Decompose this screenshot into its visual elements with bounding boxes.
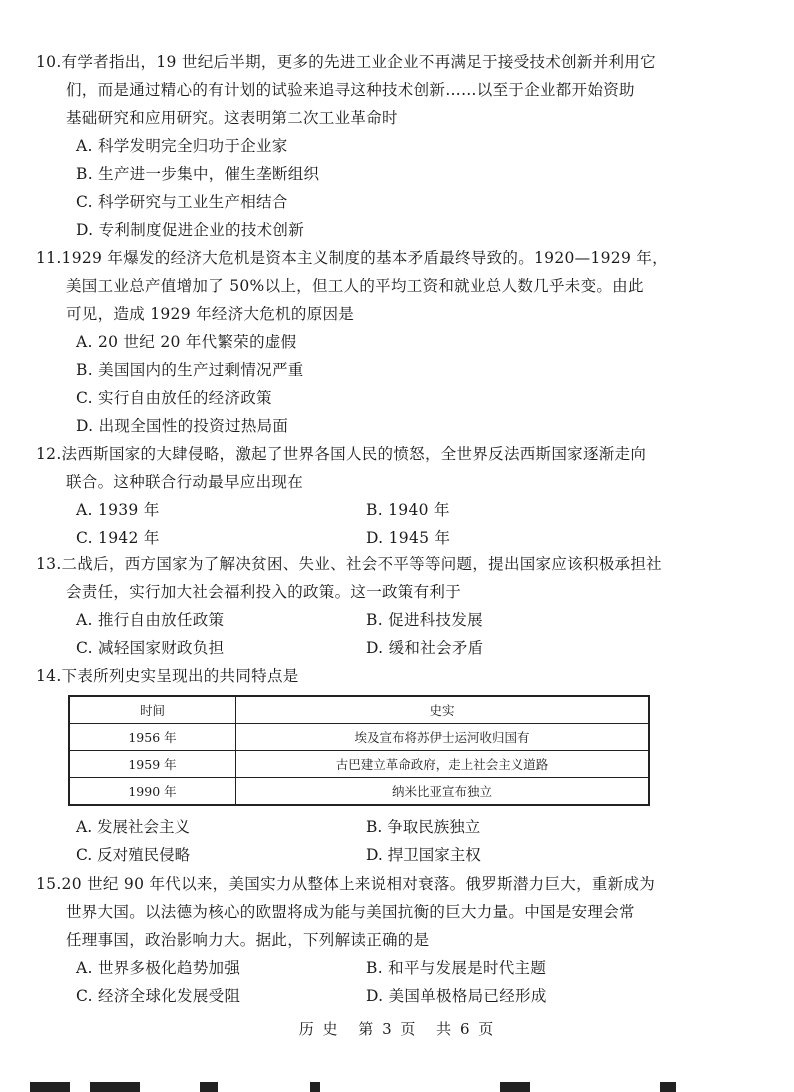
footer-page-number: 第 3 页 xyxy=(358,1020,418,1038)
question-14-options-row-2 xyxy=(36,841,656,869)
question-15-options-row-1 xyxy=(36,954,656,982)
question-12-option-c: C. 1942 年 xyxy=(76,529,160,547)
scan-artifact xyxy=(310,1082,320,1092)
question-13-option-a: A. 推行自由放任政策 xyxy=(76,611,225,629)
page-footer xyxy=(0,1018,794,1039)
question-14-option-c: C. 反对殖民侵略 xyxy=(76,846,191,864)
question-11-stem-line-1: 11.1929 年爆发的经济大危机是资本主义制度的基本矛盾最终导致的。1920—1929 年， xyxy=(36,249,668,267)
question-14-option-a: A. 发展社会主义 xyxy=(76,818,191,836)
question-13-option-c: C. 减轻国家财政负担 xyxy=(76,639,225,657)
question-11-stem-line-2: 美国工业总产值增加了 50%以上，但工人的平均工资和就业总人数几乎未变。由此 xyxy=(66,277,644,295)
question-15-option-d: D. 美国单极格局已经形成 xyxy=(366,987,547,1005)
scan-artifact xyxy=(500,1082,530,1092)
question-13-stem-line-2: 会责任，实行加大社会福利投入的政策。这一政策有利于 xyxy=(66,583,462,601)
question-11-stem-line-3: 可见，造成 1929 年经济大危机的原因是 xyxy=(66,305,355,323)
table-row xyxy=(69,751,649,778)
question-11-option-b: B. 美国国内的生产过剩情况严重 xyxy=(76,361,304,379)
question-10-option-a: A. 科学发明完全归功于企业家 xyxy=(76,137,288,155)
question-13-option-d: D. 缓和社会矛盾 xyxy=(366,639,484,657)
table-cell-fact: 古巴建立革命政府，走上社会主义道路 xyxy=(236,751,650,778)
table-row xyxy=(69,778,649,806)
question-15-stem-line-2: 世界大国。以法德为核心的欧盟将成为能与美国抗衡的巨大力量。中国是安理会常 xyxy=(66,903,635,921)
question-12-options-row-1 xyxy=(36,496,656,524)
table-cell-fact: 埃及宣布将苏伊士运河收归国有 xyxy=(236,724,650,751)
question-15-stem-line-1: 15.20 世纪 90 年代以来，美国实力从整体上来说相对衰落。俄罗斯潜力巨大，重新成为 xyxy=(36,875,656,893)
scan-artifact xyxy=(30,1082,70,1092)
question-11-option-a: A. 20 世纪 20 年代繁荣的虚假 xyxy=(76,333,297,351)
question-10-stem-line-2: 们，而是通过精心的有计划的试验来追寻这种技术创新……以至于企业都开始资助 xyxy=(66,81,635,99)
scan-artifact xyxy=(660,1082,676,1092)
scan-artifact xyxy=(200,1082,218,1092)
question-14-option-b: B. 争取民族独立 xyxy=(366,818,481,836)
table-header-row xyxy=(69,696,649,724)
table-header-fact: 史实 xyxy=(236,696,650,724)
question-12-options-row-2 xyxy=(36,524,656,552)
question-14 xyxy=(36,662,656,690)
question-14-options-row-1 xyxy=(36,813,656,841)
question-13 xyxy=(36,550,662,662)
table-cell-time: 1990 年 xyxy=(69,778,236,806)
question-15 xyxy=(36,870,656,1010)
history-facts-table xyxy=(68,695,650,806)
question-13-options-row-2 xyxy=(36,634,656,662)
question-15-options-row-2 xyxy=(36,982,656,1010)
question-11-option-c: C. 实行自由放任的经济政策 xyxy=(76,389,272,407)
table-cell-time: 1956 年 xyxy=(69,724,236,751)
question-15-option-a: A. 世界多极化趋势加强 xyxy=(76,959,241,977)
question-15-option-b: B. 和平与发展是时代主题 xyxy=(366,959,547,977)
footer-total-pages: 共 6 页 xyxy=(436,1020,496,1038)
question-10-option-d: D. 专利制度促进企业的技术创新 xyxy=(76,221,305,239)
question-12-option-a: A. 1939 年 xyxy=(76,501,160,519)
question-13-stem-line-1: 13.二战后，西方国家为了解决贫困、失业、社会不平等等问题，提出国家应该积极承担社 xyxy=(36,555,662,573)
table-row xyxy=(69,724,649,751)
question-10-option-c: C. 科学研究与工业生产相结合 xyxy=(76,193,288,211)
question-14-options xyxy=(36,813,656,869)
question-11 xyxy=(36,244,668,440)
question-12-stem-line-1: 12.法西斯国家的大肆侵略，激起了世界各国人民的愤怒，全世界反法西斯国家逐渐走向 xyxy=(36,445,647,463)
question-15-option-c: C. 经济全球化发展受阻 xyxy=(76,987,241,1005)
question-10-stem-line-1: 10.有学者指出，19 世纪后半期，更多的先进工业企业不再满足于接受技术创新并利用它 xyxy=(36,53,656,71)
table-cell-time: 1959 年 xyxy=(69,751,236,778)
question-15-stem-line-3: 任理事国，政治影响力大。据此，下列解读正确的是 xyxy=(66,931,430,949)
table-header-time: 时间 xyxy=(69,696,236,724)
question-12-stem-line-2: 联合。这种联合行动最早应出现在 xyxy=(66,473,304,491)
question-13-option-b: B. 促进科技发展 xyxy=(366,611,483,629)
footer-subject: 历 史 xyxy=(298,1020,340,1038)
table-cell-fact: 纳米比亚宣布独立 xyxy=(236,778,650,806)
question-12-option-b: B. 1940 年 xyxy=(366,501,450,519)
question-12-option-d: D. 1945 年 xyxy=(366,529,451,547)
question-10-stem-line-3: 基础研究和应用研究。这表明第二次工业革命时 xyxy=(66,109,398,127)
question-10 xyxy=(36,48,656,244)
question-11-option-d: D. 出现全国性的投资过热局面 xyxy=(76,417,289,435)
question-14-stem-line-1: 14.下表所列史实呈现出的共同特点是 xyxy=(36,667,299,685)
question-14-option-d: D. 捍卫国家主权 xyxy=(366,846,481,864)
question-10-option-b: B. 生产进一步集中，催生垄断组织 xyxy=(76,165,320,183)
question-13-options-row-1 xyxy=(36,606,656,634)
question-12 xyxy=(36,440,656,552)
scan-artifact xyxy=(90,1082,140,1092)
